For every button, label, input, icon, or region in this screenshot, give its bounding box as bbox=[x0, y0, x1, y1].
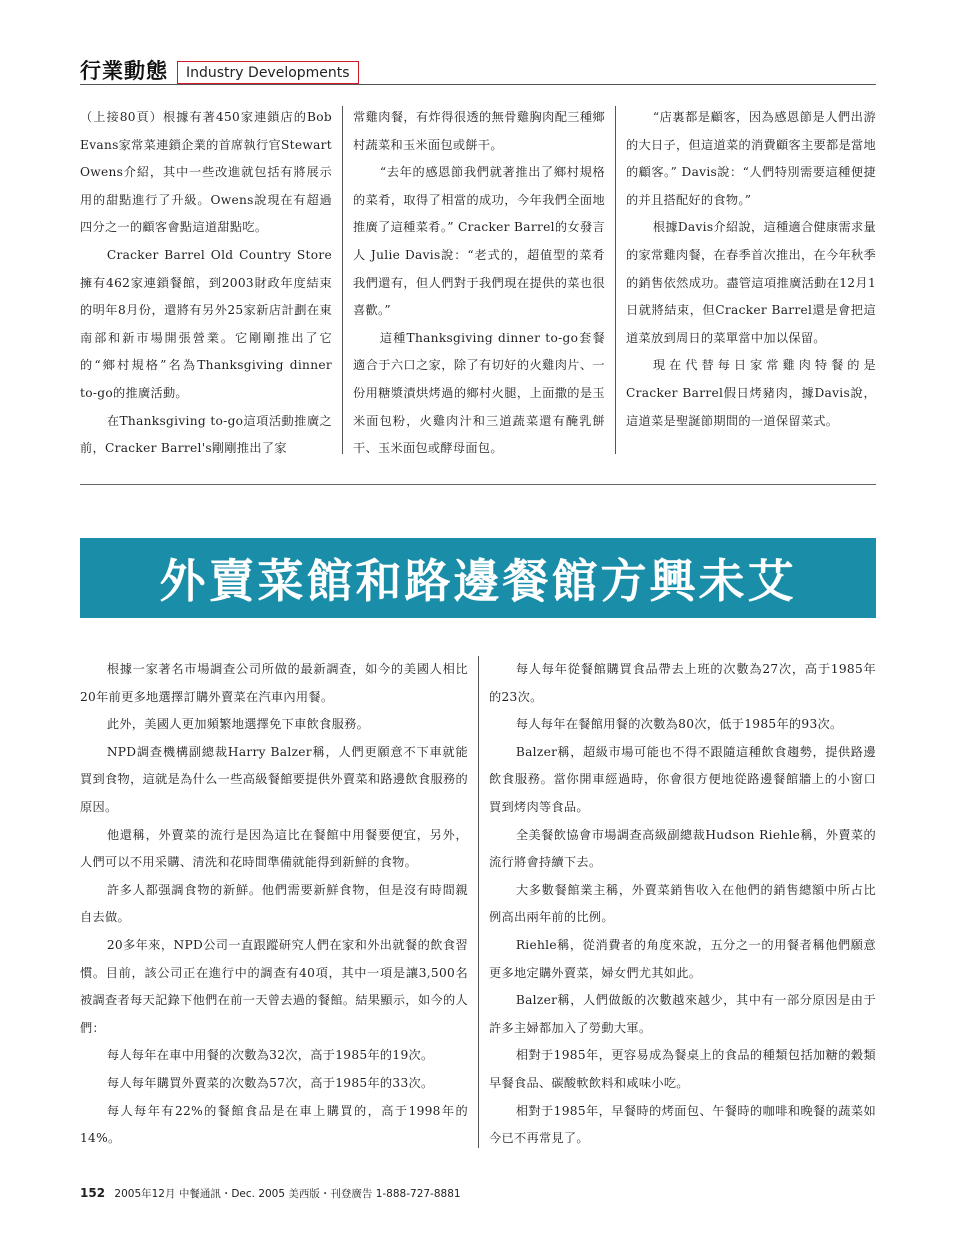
paragraph: 他還稱，外賣菜的流行是因為這比在餐館中用餐要便宜，另外，人們可以不用采購、清洗和花時間準備就能得到新鮮的食物。 bbox=[80, 827, 468, 870]
paragraph: 20多年來，NPD公司一直跟蹤研究人們在家和外出就餐的飲食習慣。目前，該公司正在進行中的調查有40項，其中一項是讓3,500名被調查者每天記錄下他們在前一天曾去過的餐館。結果顯示，如今的人們： bbox=[80, 937, 468, 1035]
paragraph: 大多數餐館業主稱，外賣菜銷售收入在他們的銷售總額中所占比例高出兩年前的比例。 bbox=[489, 882, 876, 925]
feature-article bbox=[80, 656, 876, 1156]
paragraph: Balzer稱，人們做飯的次數越來越少，其中有一部分原因是由于許多主婦都加入了勞動大軍。 bbox=[489, 993, 876, 1035]
paragraph: 許多人都强調食物的新鮮。他們需要新鮮食物，但是沒有時間親自去做。 bbox=[80, 882, 468, 925]
page-number: 152 bbox=[80, 1186, 106, 1200]
section-header bbox=[80, 58, 359, 84]
paragraph: 在Thanksgiving to-go這項活動推廣之前，Cracker Barrel's剛剛推出了家 bbox=[80, 413, 332, 456]
section-title-en: Industry Developments bbox=[177, 61, 359, 84]
paragraph: 每人每年購買外賣菜的次數為57次，高于1985年的33次。 bbox=[106, 1075, 434, 1090]
paragraph: 每人每年在車中用餐的次數為32次，高于1985年的19次。 bbox=[106, 1048, 434, 1063]
paragraph: 此外，美國人更加頻繁地選擇免下車飲食服務。 bbox=[106, 717, 370, 732]
continued-article bbox=[80, 104, 876, 460]
paragraph: Riehle稱，從消費者的角度來說，五分之一的用餐者稱他們願意更多地定購外賣菜，婦女們尤其如此。 bbox=[489, 937, 876, 980]
paragraph: 相對于1985年，早餐時的烤面包、午餐時的咖啡和晚餐的蔬菜如今已不再常見了。 bbox=[489, 1103, 876, 1146]
paragraph: 常雞肉餐，有炸得很透的無骨雞胸肉配三種鄉村蔬菜和玉米面包或餅干。 bbox=[353, 110, 605, 152]
paragraph: （上接80頁）根據有著450家連鎖店的Bob Evans家常菜連鎖企業的首席執行官Stewart Owens介紹，其中一些改進就包括有將展示用的甜點進行了升級。Owens說現在有超過四分之一的顧客會點這道甜點吃。 bbox=[80, 110, 332, 235]
paragraph: 現在代替每日家常雞肉特餐的是Cracker Barrel假日烤豬肉，據Davis說，這道菜是聖誕節期間的一道保留菜式。 bbox=[626, 358, 876, 428]
paragraph: NPD調查機構副總裁Harry Balzer稱，人們更願意不下車就能買到食物，這就是為什么一些高級餐館要提供外賣菜和路邊飲食服務的原因。 bbox=[80, 744, 468, 814]
continued-article-column-2 bbox=[353, 104, 605, 460]
section-divider bbox=[80, 484, 876, 485]
paragraph: 相對于1985年，更容易成為餐桌上的食品的種類包括加糖的穀類早餐食品、碳酸軟飲料和咸味小吃。 bbox=[489, 1048, 876, 1090]
continued-article-column-3 bbox=[626, 104, 876, 460]
paragraph: “去年的感恩節我們就著推出了鄉村規格的菜肴，取得了相當的成功，今年我們全面地推廣了這種菜肴。” Cracker Barrel的女發言人 Julie Davis說：“老式的，超值型的菜肴我們還有，但人們對于我們現在提供的菜也很喜歡。” bbox=[353, 165, 605, 318]
feature-article-column-2 bbox=[489, 656, 876, 1153]
section-title-zh: 行業動態 bbox=[80, 59, 168, 83]
paragraph: 每人每年從餐館購買食品帶去上班的次數為27次，高于1985年的23次。 bbox=[489, 662, 876, 704]
paragraph: Cracker Barrel Old Country Store擁有462家連鎖餐館，到2003財政年度結束的明年8月份，還將有另外25家新店計劃在東南部和新市場開張營業。它剛剛推出了它的“鄉村規格”名為Thanksgiving dinner to-go的推廣活動。 bbox=[80, 247, 332, 400]
column-divider bbox=[342, 106, 343, 454]
column-divider bbox=[615, 106, 616, 454]
page-footer bbox=[80, 1186, 461, 1201]
paragraph: 根據Davis介紹說，這種適合健康需求量的家常雞肉餐，在春季首次推出，在今年秋季的銷售依然成功。盡管這項推廣活動在12月1日就將結束，但Cracker Barrel還是會把這道菜放到周日的菜單當中加以保留。 bbox=[626, 220, 876, 345]
feature-title: 外賣菜館和路邊餐館方興未艾 bbox=[159, 554, 797, 608]
continued-article-column-1 bbox=[80, 104, 332, 460]
paragraph: Balzer稱，超級市場可能也不得不跟隨這種飲食趨勢，提供路邊飲食服務。當你開車經過時，你會很方便地從路邊餐館牆上的小窗口買到烤肉等食品。 bbox=[489, 744, 876, 814]
paragraph: “店裏都是顧客，因為感恩節是人們出游的大日子，但這道菜的消費顧客主要都是當地的顧客。” Davis說：“人們特別需要這種便捷的并且搭配好的食物。” bbox=[626, 110, 876, 207]
paragraph: 這種Thanksgiving dinner to-go套餐適合于六口之家，除了有切好的火雞肉片、一份用糖漿漬烘烤過的鄉村火腿，上面撒的是玉米面包粉，火雞肉汁和三道蔬菜還有醃乳餅干、玉米面包或酵母面包。 bbox=[353, 330, 605, 456]
paragraph: 根據一家著名市場調查公司所做的最新調查，如今的美國人相比20年前更多地選擇訂購外賣菜在汽車內用餐。 bbox=[80, 662, 468, 704]
feature-article-column-1 bbox=[80, 656, 468, 1153]
column-divider bbox=[478, 656, 479, 1148]
footer-text: 2005年12月 中餐通訊・Dec. 2005 美西版・刊登廣告 1-888-727-8881 bbox=[114, 1188, 461, 1200]
paragraph: 每人每年有22%的餐館食品是在車上購買的，高于1998年的14%。 bbox=[80, 1103, 468, 1146]
paragraph: 全美餐飲協會市場調查高級副總裁Hudson Riehle稱，外賣菜的流行將會持續下去。 bbox=[489, 827, 876, 870]
feature-title-banner bbox=[80, 538, 876, 618]
header-rule bbox=[80, 84, 876, 85]
paragraph: 每人每年在餐館用餐的次數為80次，低于1985年的93次。 bbox=[515, 717, 843, 732]
